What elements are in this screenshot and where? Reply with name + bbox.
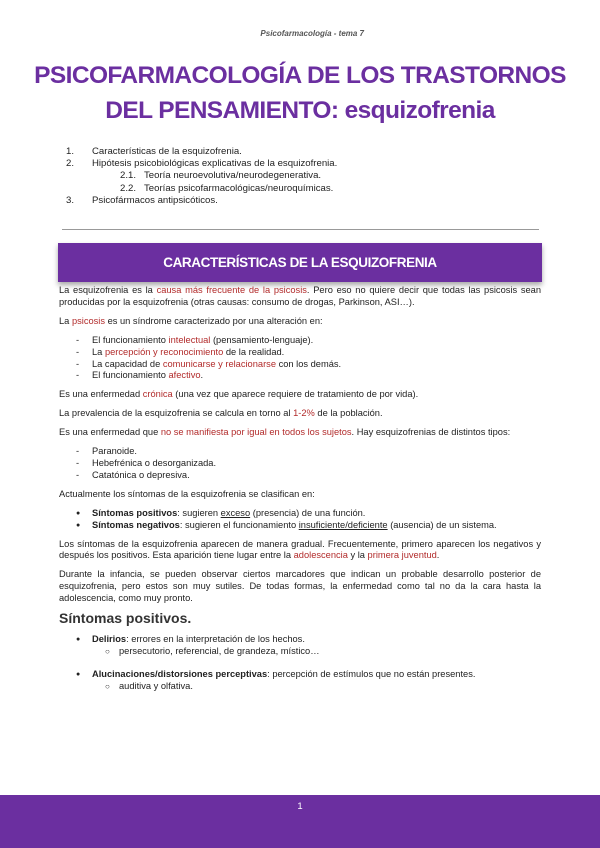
list-item: ● Alucinaciones/distorsiones perceptivas: percepción de estímulos que no están presentes. [59,669,541,681]
list-item: - Hebefrénica o desorganizada. [59,458,541,470]
toc-item: 3. Psicofármacos antipsicóticos. [66,194,218,206]
list-item: - Paranoide. [59,446,541,458]
section-title: CARACTERÍSTICAS DE LA ESQUIZOFRENIA [163,255,437,270]
paragraph: La psicosis es un síndrome caracterizado por una alteración en: [59,315,323,326]
paragraph: La esquizofrenia es la causa más frecuente de la psicosis. Pero eso no quiere decir que todas las psicosis sean producidas por la esquizofrenia (otras causas: consumo de drogas, Parkinson, ASI…). [59,285,541,307]
paragraph: Los síntomas de la esquizofrenia aparecen de manera gradual. Frecuentemente, primero aparecen los negativos y después los positivos. Esta aparición tiene lugar entre la adolescencia y la primera juventud. [59,538,541,561]
paragraph: Durante la infancia, se pueden observar ciertos marcadores que indican un probable desarrollo posterior de esquizofrenia, pero estos son muy sutiles. De todas formas, la enfermedad como tal no da la cara hasta la adolescencia, como muy pronto. [59,569,541,604]
sublist [59,681,541,693]
paragraph: Actualmente los síntomas de la esquizofrenia se clasifican en: [59,488,315,499]
paragraph: La prevalencia de la esquizofrenia se calcula en torno al 1-2% de la población. [59,408,383,419]
psychosis-list [59,335,541,383]
positive-symptoms-list [59,634,541,646]
table-of-contents [66,146,546,207]
toc-subitem: 2.1. Teoría neuroevolutiva/neurodegenerativa. [120,170,322,182]
list-item: ○ persecutorio, referencial, de grandeza, místico… [59,646,541,658]
page-number: 1 [297,801,303,812]
list-item: - La percepción y reconocimiento de la realidad. [59,347,541,359]
section-banner [58,243,542,282]
list-item: ● Síntomas positivos: sugieren exceso (presencia) de una función. [59,508,541,520]
paragraph: Es una enfermedad que no se manifiesta por igual en todos los sujetos. Hay esquizofrenias de distintos tipos: [59,427,511,438]
positive-symptoms-list [59,669,541,681]
list-item: ● Delirios: errores en la interpretación de los hechos. [59,634,541,646]
divider [62,229,539,230]
paragraph: Es una enfermedad crónica (una vez que aparece requiere de tratamiento de por vida). [59,389,419,400]
types-list [59,446,541,482]
running-header: Psicofarmacología - tema 7 [260,29,364,38]
list-item: ○ auditiva y olfativa. [59,681,541,693]
list-item: - La capacidad de comunicarse y relacionarse con los demás. [59,359,541,371]
list-item: ● Síntomas negativos: sugieren el funcionamiento insuficiente/deficiente (ausencia) de un sistema. [59,520,541,532]
toc-subitem: 2.2. Teorías psicofarmacológicas/neuroquímicas. [120,182,334,194]
list-item: - El funcionamiento intelectual (pensamiento-lenguaje). [59,335,541,347]
page-footer [0,795,600,848]
toc-item: 1. Características de la esquizofrenia. [66,146,242,157]
sublist [59,646,541,658]
list-item: - El funcionamiento afectivo. [59,370,541,382]
symptom-types-list [59,508,541,532]
toc-item: 2. Hipótesis psicobiológicas explicativas de la esquizofrenia. [66,158,338,170]
subheading: Síntomas positivos. [59,610,192,627]
document-body [59,285,541,700]
list-item: - Catatónica o depresiva. [59,470,541,482]
page-title: PSICOFARMACOLOGÍA DE LOS TRASTORNOS DEL PENSAMIENTO: esquizofrenia [34,62,566,124]
